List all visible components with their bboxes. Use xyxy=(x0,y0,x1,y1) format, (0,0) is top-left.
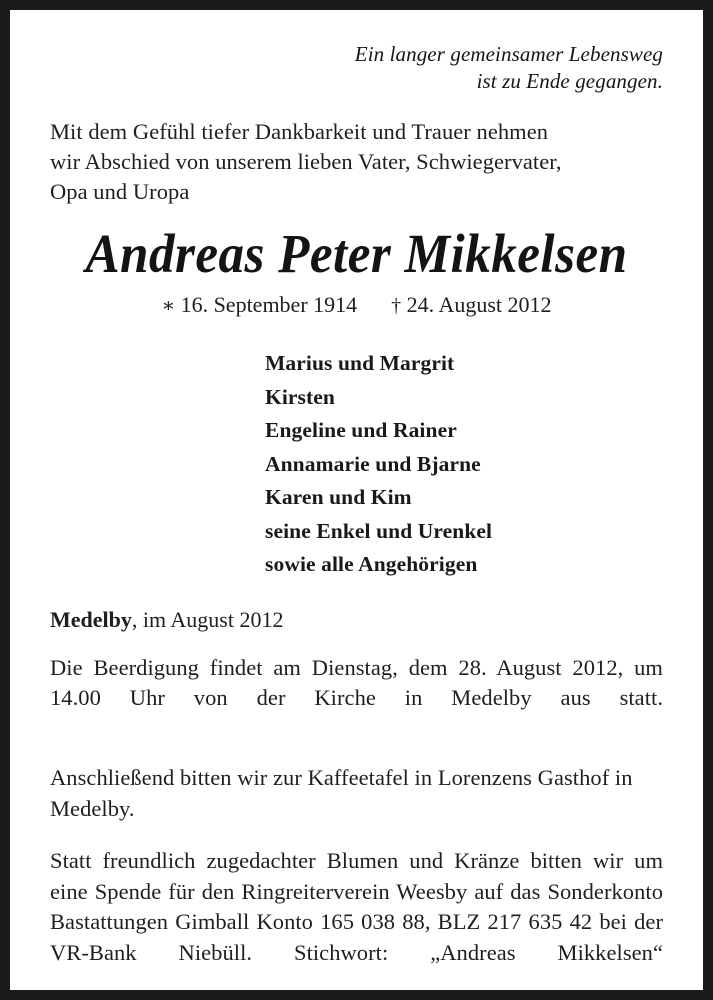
place-date-rest: , im August 2012 xyxy=(131,606,284,632)
birth-date: 16. September 1914 xyxy=(180,292,358,317)
death-symbol: † xyxy=(391,295,402,317)
epigraph-line-1: Ein langer gemeinsamer Lebensweg xyxy=(354,42,663,66)
donation-paragraph: Statt freundlich zugedachter Blumen und Kränze bitten wir um eine Spende für den Ringreiterverein Weesby auf das Sonderkonto Bastattungen Gimball Konto 165 038 88, BLZ 217 635 42 bei der VR-Bank Niebüll. Stichwort: „Andreas Mikkelsen“ xyxy=(50,848,663,965)
survivor-line: seine Enkel und Urenkel xyxy=(265,518,493,543)
place-name: Medelby xyxy=(50,606,132,632)
notice-paper xyxy=(10,10,703,990)
epigraph-line-2: ist zu Ende gegangen. xyxy=(476,69,663,93)
survivor-line: Annamarie und Bjarne xyxy=(265,451,481,476)
intro-line-1: Mit dem Gefühl tiefer Dankbarkeit und Trauer nehmen xyxy=(50,119,549,144)
place-date-line xyxy=(50,606,663,634)
survivor-line: Marius und Margrit xyxy=(265,351,455,375)
survivors-list xyxy=(50,347,663,582)
deceased-name: Andreas Peter Mikkelsen xyxy=(85,223,628,284)
intro-text xyxy=(50,117,663,207)
epigraph xyxy=(50,10,663,95)
birth-symbol: ∗ xyxy=(161,295,176,317)
intro-line-2: wir Abschied von unserem lieben Vater, Schwiegervater, xyxy=(50,149,562,174)
survivor-line: sowie alle Angehörigen xyxy=(265,552,478,576)
survivor-line: Karen und Kim xyxy=(265,485,412,509)
reception-paragraph: Anschließend bitten wir zur Kaffeetafel in Lorenzens Gasthof in Medelby. xyxy=(50,765,633,821)
survivor-line: Kirsten xyxy=(265,384,335,409)
survivor-line: Engeline und Rainer xyxy=(265,418,457,442)
intro-line-3: Opa und Uropa xyxy=(50,179,190,204)
death-date: 24. August 2012 xyxy=(406,292,552,317)
funeral-paragraph: Die Beerdigung findet am Dienstag, dem 28. August 2012, um 14.00 Uhr von der Kirche in Medelby aus statt. xyxy=(50,654,663,710)
life-dates xyxy=(50,291,663,320)
